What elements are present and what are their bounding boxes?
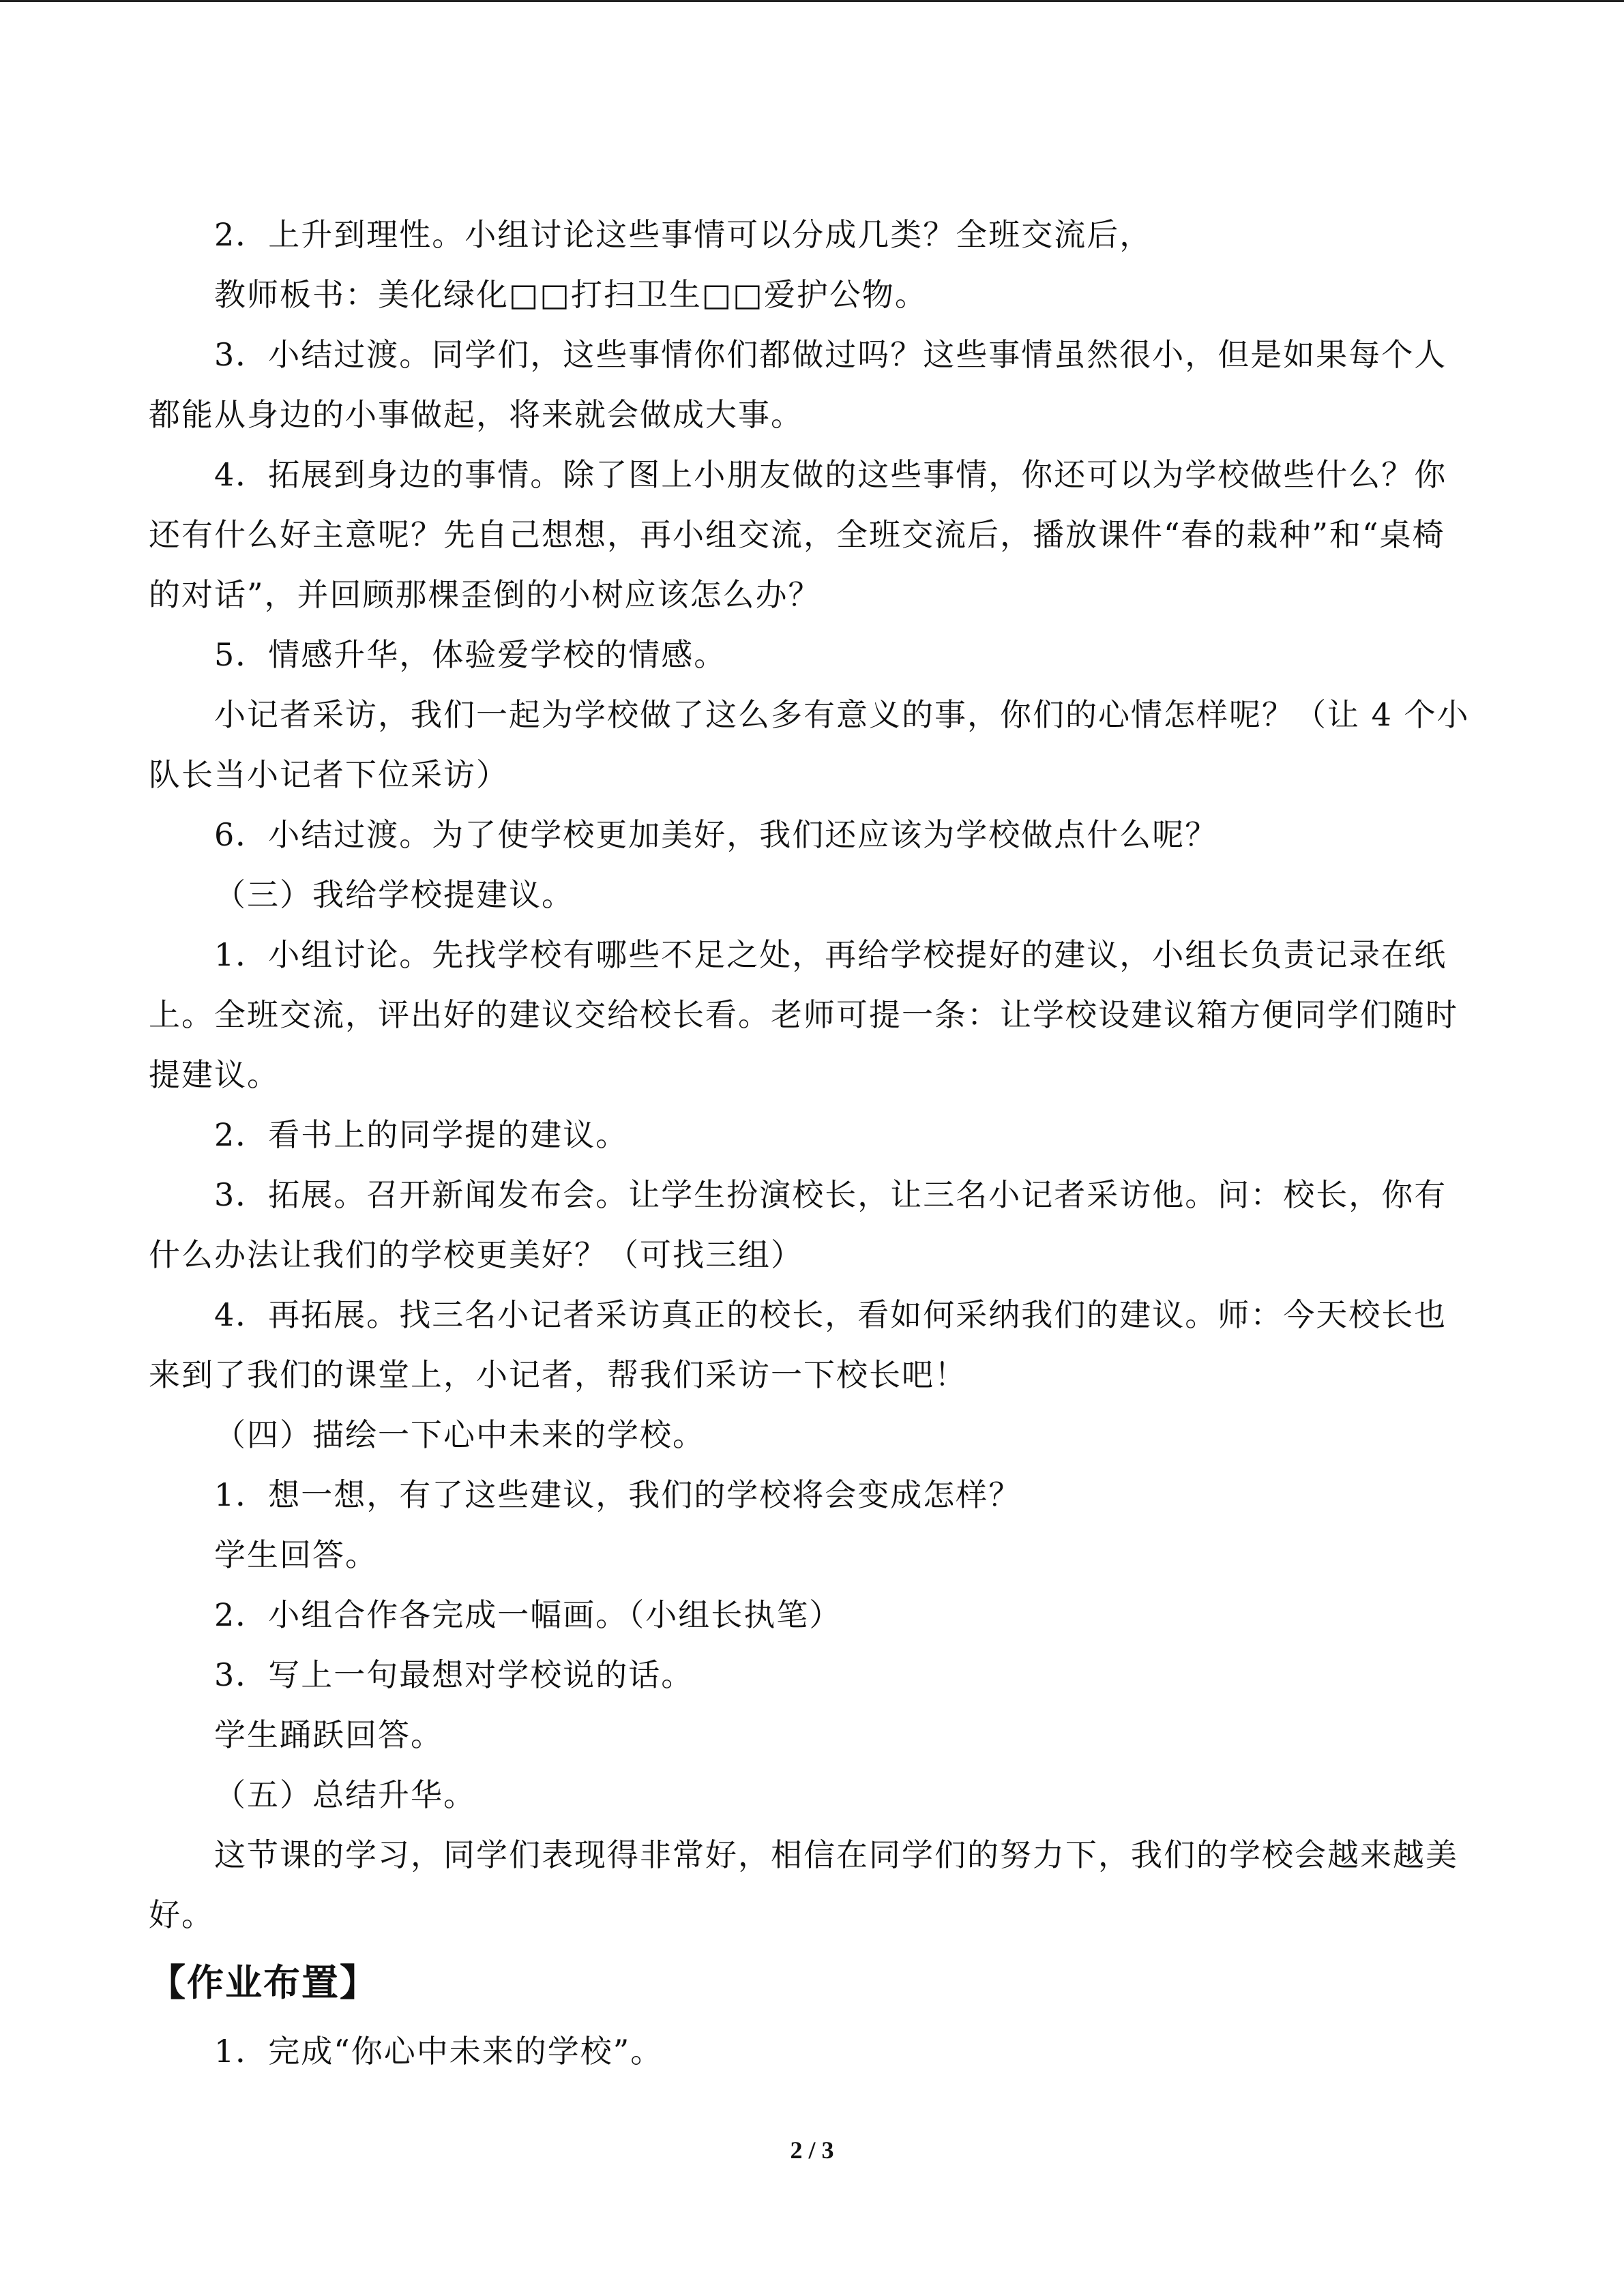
page-number: 2 / 3 — [790, 2136, 834, 2164]
paragraph: 2．上升到理性。小组讨论这些事情可以分成几类？全班交流后， — [214, 216, 1153, 253]
top-border — [0, 0, 1624, 2]
homework-heading: 【作业布置】 — [149, 1961, 378, 2004]
paragraph: 1．想一想，有了这些建议，我们的学校将会变成怎样？ — [214, 1476, 1022, 1513]
paragraph: 2．看书上的同学提的建议。 — [214, 1116, 629, 1153]
paragraph: 3．拓展。召开新闻发布会。让学生扮演校长，让三名小记者采访他。问：校长，你有什么办法让我们的学校更美好？（可找三组） — [149, 1176, 1447, 1273]
paragraph: 2．小组合作各完成一幅画。（小组长执笔） — [214, 1596, 842, 1633]
paragraph: 学生回答。 — [214, 1536, 378, 1573]
homework-item: 1．完成“你心中未来的学校”。 — [214, 2033, 664, 2070]
paragraph: 学生踊跃回答。 — [214, 1716, 443, 1753]
document-body — [149, 205, 1476, 2081]
paragraph: 4．再拓展。找三名小记者采访真正的校长，看如何采纳我们的建议。师：今天校长也来到了我们的课堂上，小记者，帮我们采访一下校长吧！ — [149, 1296, 1447, 1393]
subsection-title: （三）我给学校提建议。 — [214, 876, 574, 913]
paragraph: 1．小组讨论。先找学校有哪些不足之处，再给学校提好的建议，小组长负责记录在纸上。全班交流，评出好的建议交给校长看。老师可提一条：让学校设建议箱方便同学们随时提建议。 — [149, 936, 1458, 1093]
paragraph: 小记者采访，我们一起为学校做了这么多有意义的事，你们的心情怎样呢？（让 4 个小队长当小记者下位采访） — [149, 696, 1470, 793]
paragraph: 5．情感升华，体验爱学校的情感。 — [214, 636, 727, 673]
paragraph: 这节课的学习，同学们表现得非常好，相信在同学们的努力下，我们的学校会越来越美好。 — [149, 1836, 1458, 1933]
paragraph: 教师板书：美化绿化□□打扫卫生□□爱护公物。 — [214, 276, 928, 313]
subsection-title: （五）总结升华。 — [214, 1776, 476, 1813]
subsection-title: （四）描绘一下心中未来的学校。 — [214, 1416, 705, 1453]
paragraph: 3．小结过渡。同学们，这些事情你们都做过吗？这些事情虽然很小，但是如果每个人都能从身边的小事做起，将来就会做成大事。 — [149, 336, 1447, 433]
paragraph: 3．写上一句最想对学校说的话。 — [214, 1656, 694, 1693]
paragraph: 6．小结过渡。为了使学校更加美好，我们还应该为学校做点什么呢？ — [214, 816, 1218, 853]
paragraph: 4．拓展到身边的事情。除了图上小朋友做的这些事情，你还可以为学校做些什么？你还有什么好主意呢？先自己想想，再小组交流，全班交流后，播放课件“春的栽种”和“桌椅的对话”，并回顾那棵歪倒的小树应该怎么办？ — [149, 456, 1447, 613]
